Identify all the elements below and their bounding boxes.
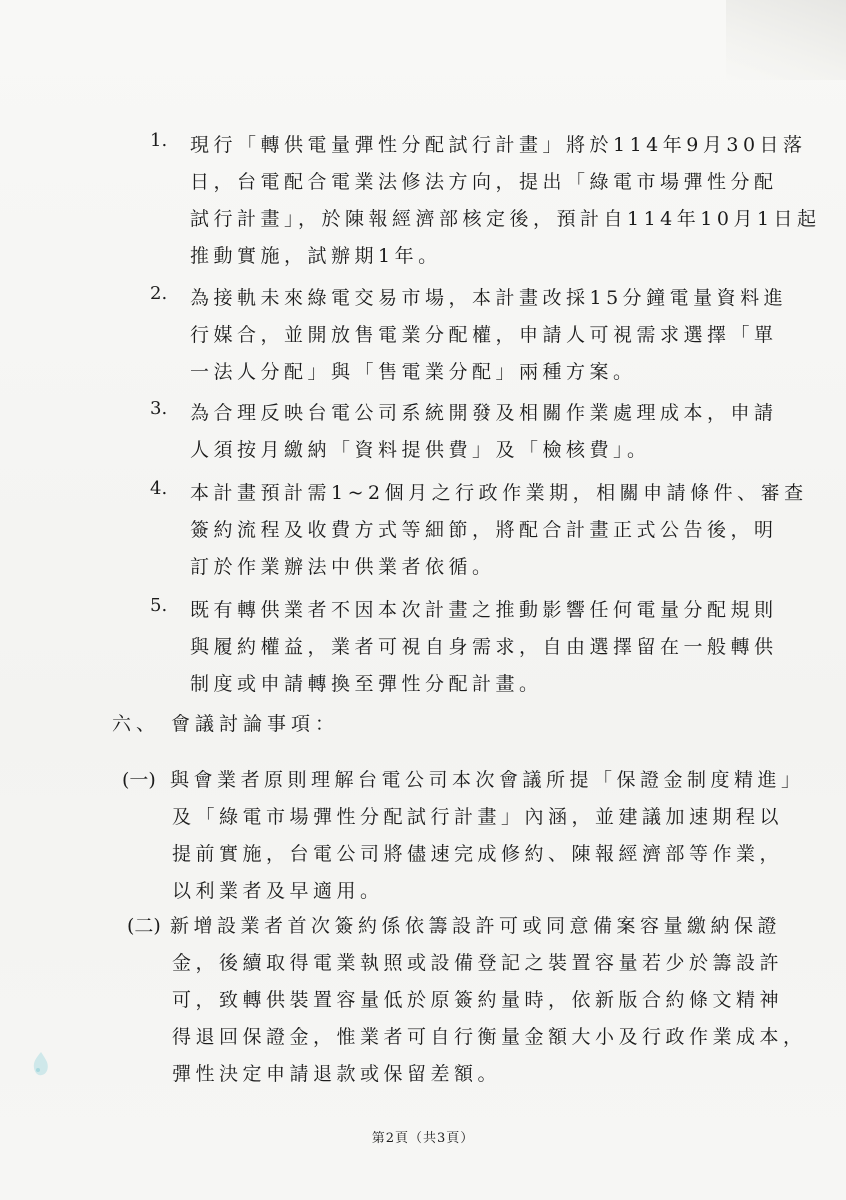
- item-line: 日，台電配合電業法修法方向，提出「綠電市場彈性分配: [190, 171, 778, 193]
- item-line: 為合理反映台電公司系統開發及相關作業處理成本，申請: [190, 402, 778, 424]
- item-line: 本計畫預計需1~2個月之行政作業期，相關申請條件、審查: [190, 482, 808, 504]
- page-fold-shadow: [726, 0, 846, 80]
- discussion-line: 與會業者原則理解台電公司本次會議所提「保證金制度精進」: [170, 769, 805, 791]
- item-line: 一法人分配」與「售電業分配」兩種方案。: [190, 361, 637, 383]
- discussion-line: 提前實施，台電公司將儘速完成修約、陳報經濟部等作業，: [172, 843, 784, 865]
- item-line: 既有轉供業者不因本次計畫之推動影響任何電量分配規則: [190, 599, 778, 621]
- item-line: 試行計畫」，於陳報經濟部核定後，預計自114年10月1日起: [190, 208, 821, 230]
- discussion-line: 彈性決定申請退款或保留差額。: [172, 1063, 502, 1085]
- item-line: 制度或申請轉換至彈性分配計畫。: [190, 673, 543, 695]
- item-number: 3.: [150, 398, 168, 419]
- discussion-line: 得退回保證金，惟業者可自行衡量金額大小及行政作業成本，: [172, 1026, 807, 1048]
- item-line: 為接軌未來綠電交易市場，本計畫改採15分鐘電量資料進: [190, 287, 788, 309]
- item-number: 2.: [150, 283, 168, 304]
- item-line: 現行「轉供電量彈性分配試行計畫」將於114年9月30日落: [190, 134, 807, 156]
- page-number-footer: 第2頁（共3頁）: [371, 1131, 475, 1146]
- item-line: 推動實施，試辦期1年。: [190, 245, 442, 267]
- item-line: 與履約權益，業者可視自身需求，自由選擇留在一般轉供: [190, 636, 778, 658]
- item-line: 簽約流程及收費方式等細節，將配合計畫正式公告後，明: [190, 519, 778, 541]
- discussion-line: 及「綠電市場彈性分配試行計畫」內涵，並建議加速期程以: [172, 806, 784, 828]
- discussion-line: 金，後續取得電業執照或設備登記之裝置容量若少於籌設許: [172, 952, 784, 974]
- discussion-line: 以利業者及早適用。: [172, 880, 384, 902]
- item-line: 行媒合，並開放售電業分配權，申請人可視需求選擇「單: [190, 324, 778, 346]
- discussion-number: (一): [122, 769, 156, 791]
- item-number: 5.: [150, 595, 168, 616]
- item-line: 訂於作業辦法中供業者依循。: [190, 556, 496, 578]
- discussion-line: 可，致轉供裝置容量低於原簽約量時，依新版合約條文精神: [172, 989, 784, 1011]
- item-number: 1.: [150, 130, 168, 151]
- discussion-line: 新增設業者首次簽約係依籌設許可或同意備案容量繳納保證: [170, 915, 782, 937]
- section-heading: 六、 會議討論事項：: [112, 713, 340, 735]
- ink-stain-mark: [30, 1050, 52, 1078]
- item-line: 人須按月繳納「資料提供費」及「檢核費」。: [190, 439, 651, 461]
- discussion-number: (二): [127, 915, 161, 937]
- item-number: 4.: [150, 478, 168, 499]
